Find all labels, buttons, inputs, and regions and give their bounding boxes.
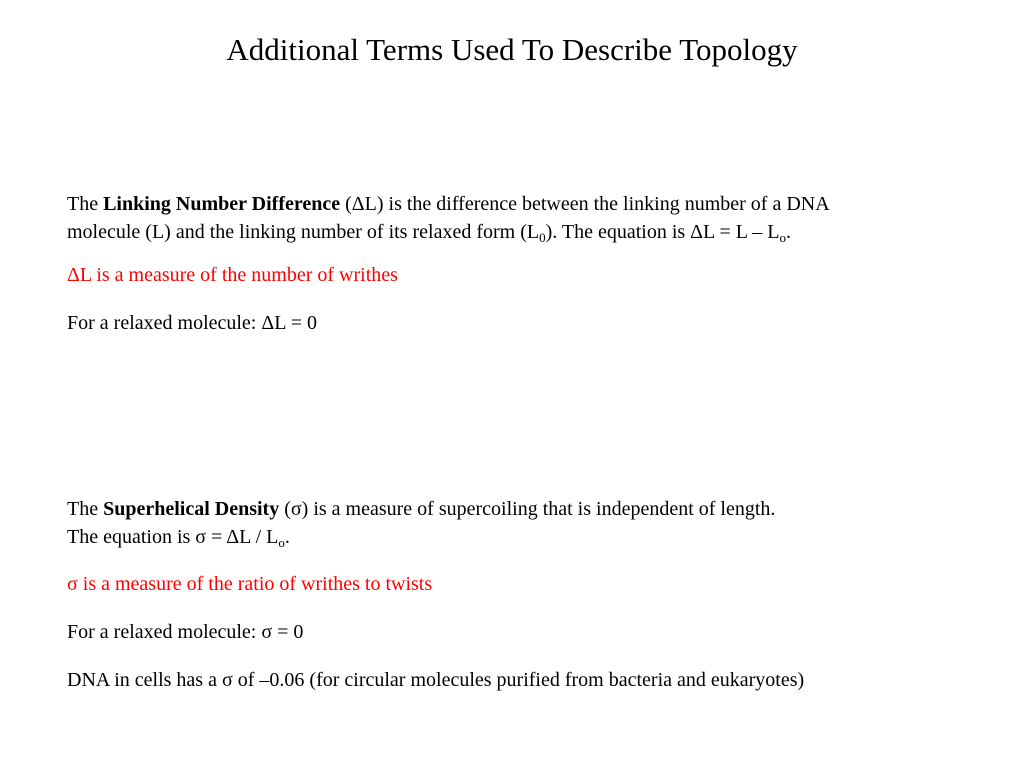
ldiff-line2b: ). The equation is ΔL = L – L xyxy=(545,221,780,243)
superhelical-density-definition xyxy=(67,495,967,553)
sd-pre: The xyxy=(67,498,104,520)
ldiff-term: Linking Number Difference xyxy=(103,193,341,215)
writhe-measure-note: ΔL is a measure of the number of writhes xyxy=(67,264,398,286)
ldiff-line2a: molecule (L) and the linking number of its relaxed form (L xyxy=(67,221,540,243)
relaxed-sigma-note: For a relaxed molecule: σ = 0 xyxy=(67,621,304,643)
ldiff-mid: (ΔL) is the difference between the linking number of a DNA xyxy=(340,193,830,215)
sd-term: Superhelical Density xyxy=(103,498,280,520)
relaxed-delta-l-note: For a relaxed molecule: ΔL = 0 xyxy=(67,312,317,334)
ldiff-pre: The xyxy=(67,193,104,215)
sd-mid: (σ) is a measure of supercoiling that is independent of length. xyxy=(279,498,776,520)
cellular-dna-sigma-note: DNA in cells has a σ of –0.06 (for circular molecules purified from bacteria and eukaryotes) xyxy=(67,669,805,691)
slide-title: Additional Terms Used To Describe Topology xyxy=(226,32,798,67)
linking-number-definition xyxy=(67,190,967,248)
sd-line2a: The equation is σ = ΔL / L xyxy=(67,526,279,548)
sd-sub1: o xyxy=(278,535,285,550)
ratio-measure-note: σ is a measure of the ratio of writhes to twists xyxy=(67,573,433,595)
ldiff-sub1: 0 xyxy=(539,230,546,245)
ldiff-end: . xyxy=(785,221,791,243)
sd-end: . xyxy=(284,526,290,548)
ldiff-sub2: o xyxy=(779,230,786,245)
